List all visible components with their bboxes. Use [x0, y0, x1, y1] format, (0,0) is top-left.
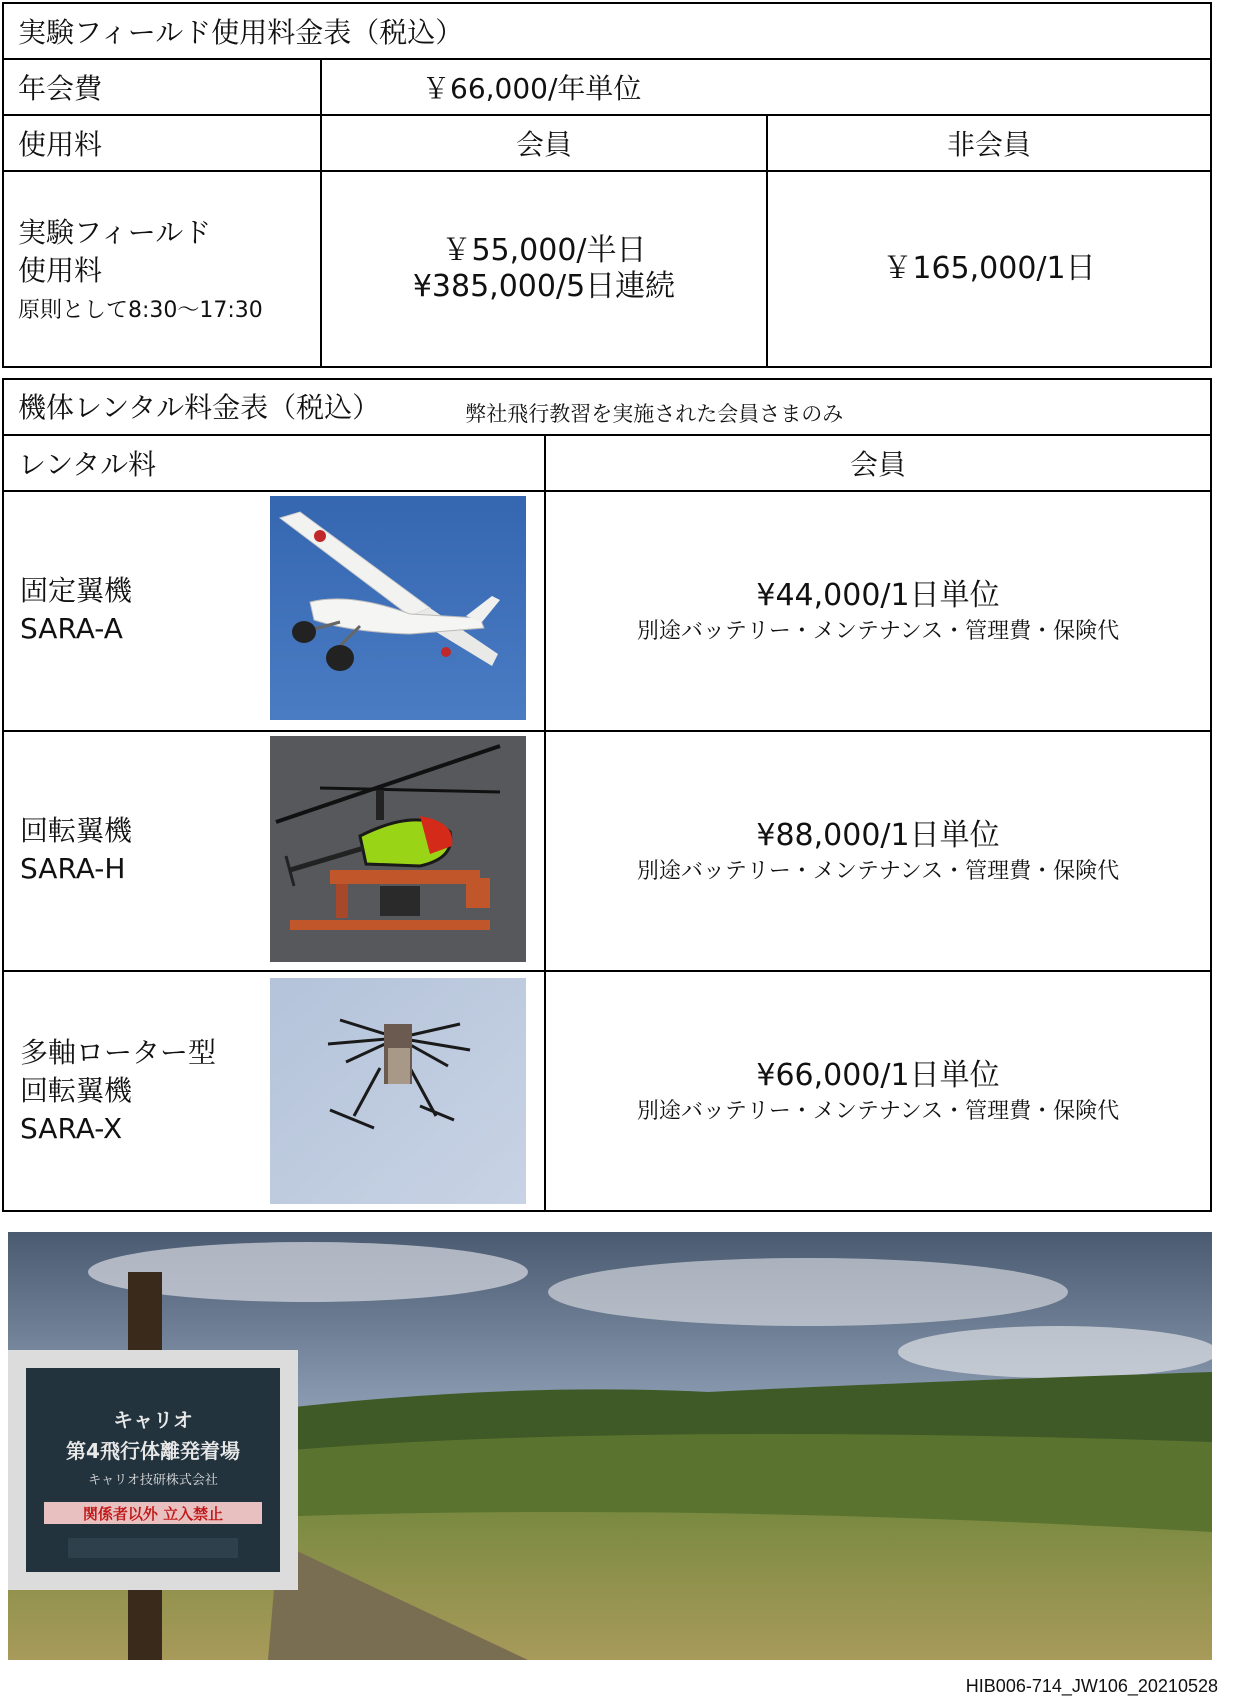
- member-field-price: [321, 171, 767, 367]
- sign-line1: キャリオ: [113, 1408, 193, 1432]
- rental-item-name: [20, 812, 132, 888]
- rental-item-name-line: SARA-X: [20, 1111, 123, 1145]
- rental-item-name: [20, 572, 132, 648]
- helicopter-photo: [270, 736, 526, 962]
- rental-extra-costs: 別途バッテリー・メンテナンス・管理費・保険代: [636, 1098, 1120, 1124]
- rental-item-name-line: 多軸ローター型: [20, 1036, 217, 1069]
- rental-price: ¥44,000/1日単位: [756, 577, 1000, 613]
- field-usage-label-line2: 使用料: [18, 253, 103, 287]
- sign-line3: キャリオ技研株式会社: [88, 1473, 218, 1488]
- rental-item-helicopter: [3, 731, 545, 971]
- rental-member-header: 会員: [545, 435, 1211, 491]
- rental-price-multirotor: [545, 971, 1211, 1211]
- rental-item-name-line: SARA-H: [20, 851, 126, 885]
- field-usage-hours-note: 原則として8:30～17:30: [18, 298, 263, 324]
- rental-fee-header: [3, 379, 1211, 435]
- member-price-5-days: ¥385,000/5日連続: [412, 269, 676, 304]
- field-usage-row-label: [3, 171, 321, 367]
- rental-item-name-line: SARA-A: [20, 611, 123, 645]
- document-code: HIB006-714_JW106_20210528: [965, 1676, 1218, 1696]
- rental-extra-costs: 別途バッテリー・メンテナンス・管理費・保険代: [636, 858, 1120, 884]
- field-fee-table: [2, 2, 1212, 368]
- member-column-header: 会員: [321, 115, 767, 171]
- fixed-wing-plane-photo: [270, 496, 526, 720]
- nonmember-field-price: ￥165,000/1日: [767, 171, 1211, 367]
- rental-item-multirotor: [3, 971, 545, 1211]
- rental-item-name-line: 回転翼機: [20, 1073, 133, 1107]
- rental-price: ¥66,000/1日単位: [756, 1057, 1000, 1093]
- sign-line2: 第4飛行体離発着場: [66, 1439, 240, 1463]
- rental-extra-costs: 別途バッテリー・メンテナンス・管理費・保険代: [636, 618, 1120, 644]
- rental-fee-title: 機体レンタル料金表（税込）: [18, 391, 381, 425]
- rental-item-name-line: 固定翼機: [20, 574, 133, 607]
- rental-fee-table: [2, 378, 1212, 1212]
- rental-item-fixed-wing: [3, 491, 545, 731]
- annual-fee-value: ￥66,000/年単位: [321, 59, 1211, 115]
- rental-item-name: [20, 1034, 216, 1147]
- sign-warning: 関係者以外 立入禁止: [82, 1505, 224, 1523]
- field-usage-label-line1: 実験フィールド: [18, 215, 212, 249]
- field-landscape-photo: [8, 1232, 1212, 1660]
- rental-price-fixed-wing: [545, 491, 1211, 731]
- member-price-half-day: ￥55,000/半日: [441, 233, 647, 268]
- multirotor-drone-photo: [270, 978, 526, 1204]
- rental-eligibility-note: 弊社飛行教習を実施された会員さまのみ: [465, 401, 844, 426]
- rental-price-helicopter: [545, 731, 1211, 971]
- rental-label-header: レンタル料: [3, 435, 545, 491]
- usage-fee-label: 使用料: [3, 115, 321, 171]
- field-fee-title: 実験フィールド使用料金表（税込）: [3, 3, 1211, 59]
- nonmember-column-header: 非会員: [767, 115, 1211, 171]
- rental-item-name-line: 回転翼機: [20, 814, 133, 847]
- rental-price: ¥88,000/1日単位: [756, 817, 1000, 853]
- annual-fee-label: 年会費: [3, 59, 321, 115]
